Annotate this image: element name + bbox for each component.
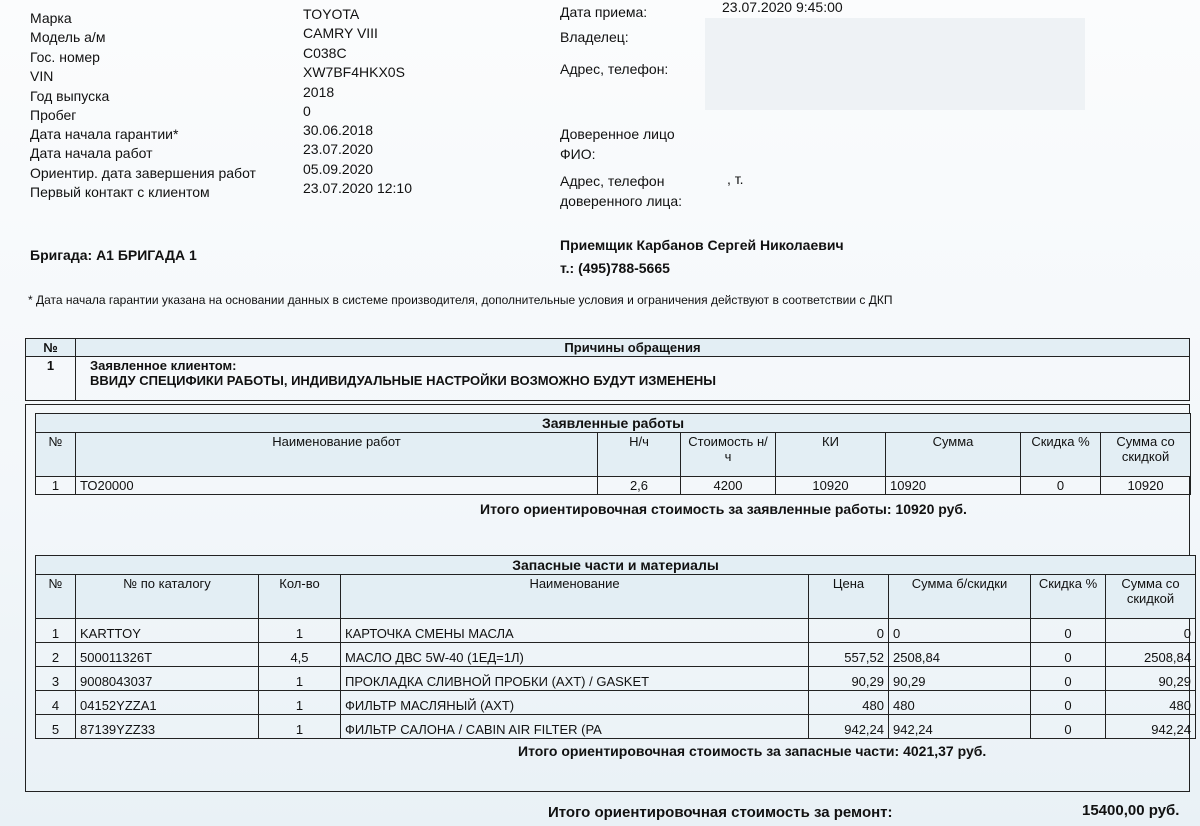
parts-column-header: Наименование: [341, 575, 809, 619]
works-cell: 2,6: [598, 477, 681, 495]
vehicle-field-label: Дата начала гарантии*: [30, 126, 179, 142]
parts-cell: ФИЛЬТР МАСЛЯНЫЙ (AXT): [341, 691, 809, 715]
parts-cell: 500011326T: [76, 643, 259, 667]
parts-cell: 0: [1031, 667, 1106, 691]
parts-cell: 1: [259, 715, 341, 739]
parts-cell: KARTTOY: [76, 619, 259, 643]
parts-column-header: № по каталогу: [76, 575, 259, 619]
parts-cell: 942,24: [1106, 715, 1196, 739]
parts-cell: 5: [36, 715, 76, 739]
vehicle-field-label: Модель а/м: [30, 29, 106, 45]
parts-cell: 0: [889, 619, 1031, 643]
parts-table: [35, 555, 1196, 739]
vehicle-field-value: 0: [303, 103, 311, 119]
proxy-address-value: , т.: [727, 171, 744, 187]
parts-total: Итого ориентировочная стоимость за запасные части: 4021,37 руб.: [518, 743, 987, 759]
vehicle-field-label: Ориентир. дата завершения работ: [30, 165, 256, 181]
parts-cell: 0: [1031, 691, 1106, 715]
works-cell: 10920: [886, 477, 1021, 495]
vehicle-field-value: TOYOTA: [303, 6, 360, 22]
proxy-address-label: Адрес, телефон: [560, 173, 665, 189]
parts-cell: 0: [1031, 619, 1106, 643]
parts-cell: МАСЛО ДВС 5W-40 (1ЕД=1Л): [341, 643, 809, 667]
vehicle-field-value: 23.07.2020: [303, 141, 374, 157]
receiver-name: Приемщик Карбанов Сергей Николаевич: [560, 237, 844, 253]
parts-cell: 480: [1106, 691, 1196, 715]
works-column-header: Н/ч: [598, 433, 681, 477]
works-title: Заявленные работы: [36, 414, 1191, 433]
warranty-footnote: * Дата начала гарантии указана на основании данных в системе производителя, дополнительные условия и ограничения действуют в соответствии с ДКП: [28, 293, 893, 307]
works-table: [35, 413, 1191, 495]
vehicle-field-value: CAMRY VIII: [303, 25, 378, 41]
works-cell: ТО20000: [76, 477, 598, 495]
works-column-header: №: [36, 433, 76, 477]
parts-column-header: Кол-во: [259, 575, 341, 619]
parts-cell: 942,24: [809, 715, 889, 739]
reasons-title: Причины обращения: [76, 339, 1190, 357]
table-row: [36, 715, 1196, 739]
vehicle-field-label: Марка: [30, 10, 72, 26]
parts-cell: 90,29: [889, 667, 1031, 691]
works-column-header: Сумма: [886, 433, 1021, 477]
owner-address-label: Адрес, телефон:: [560, 61, 669, 77]
parts-cell: 90,29: [809, 667, 889, 691]
grand-total-value: 15400,00 руб.: [1082, 802, 1180, 819]
parts-cell: 2508,84: [1106, 643, 1196, 667]
table-row: [36, 477, 1191, 495]
works-cell: 10920: [1101, 477, 1191, 495]
vehicle-field-label: Гос. номер: [30, 49, 100, 65]
parts-column-header: Сумма со скидкой: [1106, 575, 1196, 619]
receiver-phone: т.: (495)788-5665: [560, 260, 670, 276]
table-row: [36, 667, 1196, 691]
parts-cell: 1: [259, 619, 341, 643]
parts-cell: 1: [259, 691, 341, 715]
vehicle-field-label: Пробег: [30, 107, 77, 123]
parts-cell: 04152YZZA1: [76, 691, 259, 715]
parts-title: Запасные части и материалы: [36, 556, 1196, 575]
works-cell: 10920: [776, 477, 886, 495]
works-column-header: Наименование работ: [76, 433, 598, 477]
parts-cell: 2508,84: [889, 643, 1031, 667]
parts-column-header: Цена: [809, 575, 889, 619]
proxy-address-label-2: доверенного лица:: [560, 193, 683, 209]
parts-column-header: №: [36, 575, 76, 619]
parts-cell: 4,5: [259, 643, 341, 667]
works-column-header: Сумма со скидкой: [1101, 433, 1191, 477]
works-cell: 4200: [681, 477, 776, 495]
parts-cell: ПРОКЛАДКА СЛИВНОЙ ПРОБКИ (AXT) / GASKET: [341, 667, 809, 691]
parts-cell: 9008043037: [76, 667, 259, 691]
grand-total-label: Итого ориентировочная стоимость за ремонт:: [548, 804, 893, 821]
reasons-no-header: №: [26, 339, 76, 357]
table-row: [36, 643, 1196, 667]
brigade: Бригада: А1 БРИГАДА 1: [30, 247, 197, 263]
parts-column-header: Сумма б/скидки: [889, 575, 1031, 619]
parts-column-header: Скидка %: [1031, 575, 1106, 619]
vehicle-field-value: XW7BF4HKX0S: [303, 64, 405, 80]
table-row: [36, 619, 1196, 643]
owner-label: Владелец:: [560, 29, 629, 45]
parts-cell: 0: [1031, 715, 1106, 739]
works-column-header: КИ: [776, 433, 886, 477]
works-total: Итого ориентировочная стоимость за заявленные работы: 10920 руб.: [480, 501, 967, 517]
works-cell: 0: [1021, 477, 1101, 495]
parts-cell: 2: [36, 643, 76, 667]
reception-date-value: 23.07.2020 9:45:00: [722, 0, 843, 15]
declared-label: Заявленное клиентом:: [90, 358, 237, 373]
parts-cell: ФИЛЬТР САЛОНА / CABIN AIR FILTER (PA: [341, 715, 809, 739]
parts-cell: 557,52: [809, 643, 889, 667]
works-column-header: Стоимость н/ч: [681, 433, 776, 477]
proxy-label: Доверенное лицо: [560, 126, 675, 142]
parts-cell: 1: [36, 619, 76, 643]
parts-cell: 4: [36, 691, 76, 715]
parts-cell: 90,29: [1106, 667, 1196, 691]
parts-cell: 3: [36, 667, 76, 691]
parts-cell: КАРТОЧКА СМЕНЫ МАСЛА: [341, 619, 809, 643]
reasons-table: [25, 338, 1190, 401]
parts-cell: 87139YZZ33: [76, 715, 259, 739]
vehicle-field-label: Дата начала работ: [30, 145, 153, 161]
vehicle-field-label: Год выпуска: [30, 88, 110, 104]
vehicle-field-value: 30.06.2018: [303, 122, 374, 138]
vehicle-field-value: 05.09.2020: [303, 161, 374, 177]
parts-cell: 480: [809, 691, 889, 715]
vehicle-field-value: 2018: [303, 84, 335, 100]
parts-cell: 480: [889, 691, 1031, 715]
vehicle-field-value: C038C: [303, 45, 347, 61]
reason-row-no: 1: [26, 357, 76, 401]
proxy-fio-label: ФИО:: [560, 146, 596, 162]
vehicle-field-value: 23.07.2020 12:10: [303, 180, 412, 196]
vehicle-field-label: Первый контакт с клиентом: [30, 184, 210, 200]
parts-cell: 942,24: [889, 715, 1031, 739]
redacted-owner-area: [705, 18, 1085, 110]
parts-cell: 0: [809, 619, 889, 643]
parts-cell: 0: [1031, 643, 1106, 667]
declared-text: ВВИДУ СПЕЦИФИКИ РАБОТЫ, ИНДИВИДУАЛЬНЫЕ НАСТРОЙКИ ВОЗМОЖНО БУДУТ ИЗМЕНЕНЫ: [90, 373, 717, 388]
reception-date-label: Дата приема:: [560, 4, 648, 20]
parts-cell: 0: [1106, 619, 1196, 643]
vehicle-field-label: VIN: [30, 68, 54, 84]
parts-cell: 1: [259, 667, 341, 691]
table-row: [36, 691, 1196, 715]
works-column-header: Скидка %: [1021, 433, 1101, 477]
works-cell: 1: [36, 477, 76, 495]
